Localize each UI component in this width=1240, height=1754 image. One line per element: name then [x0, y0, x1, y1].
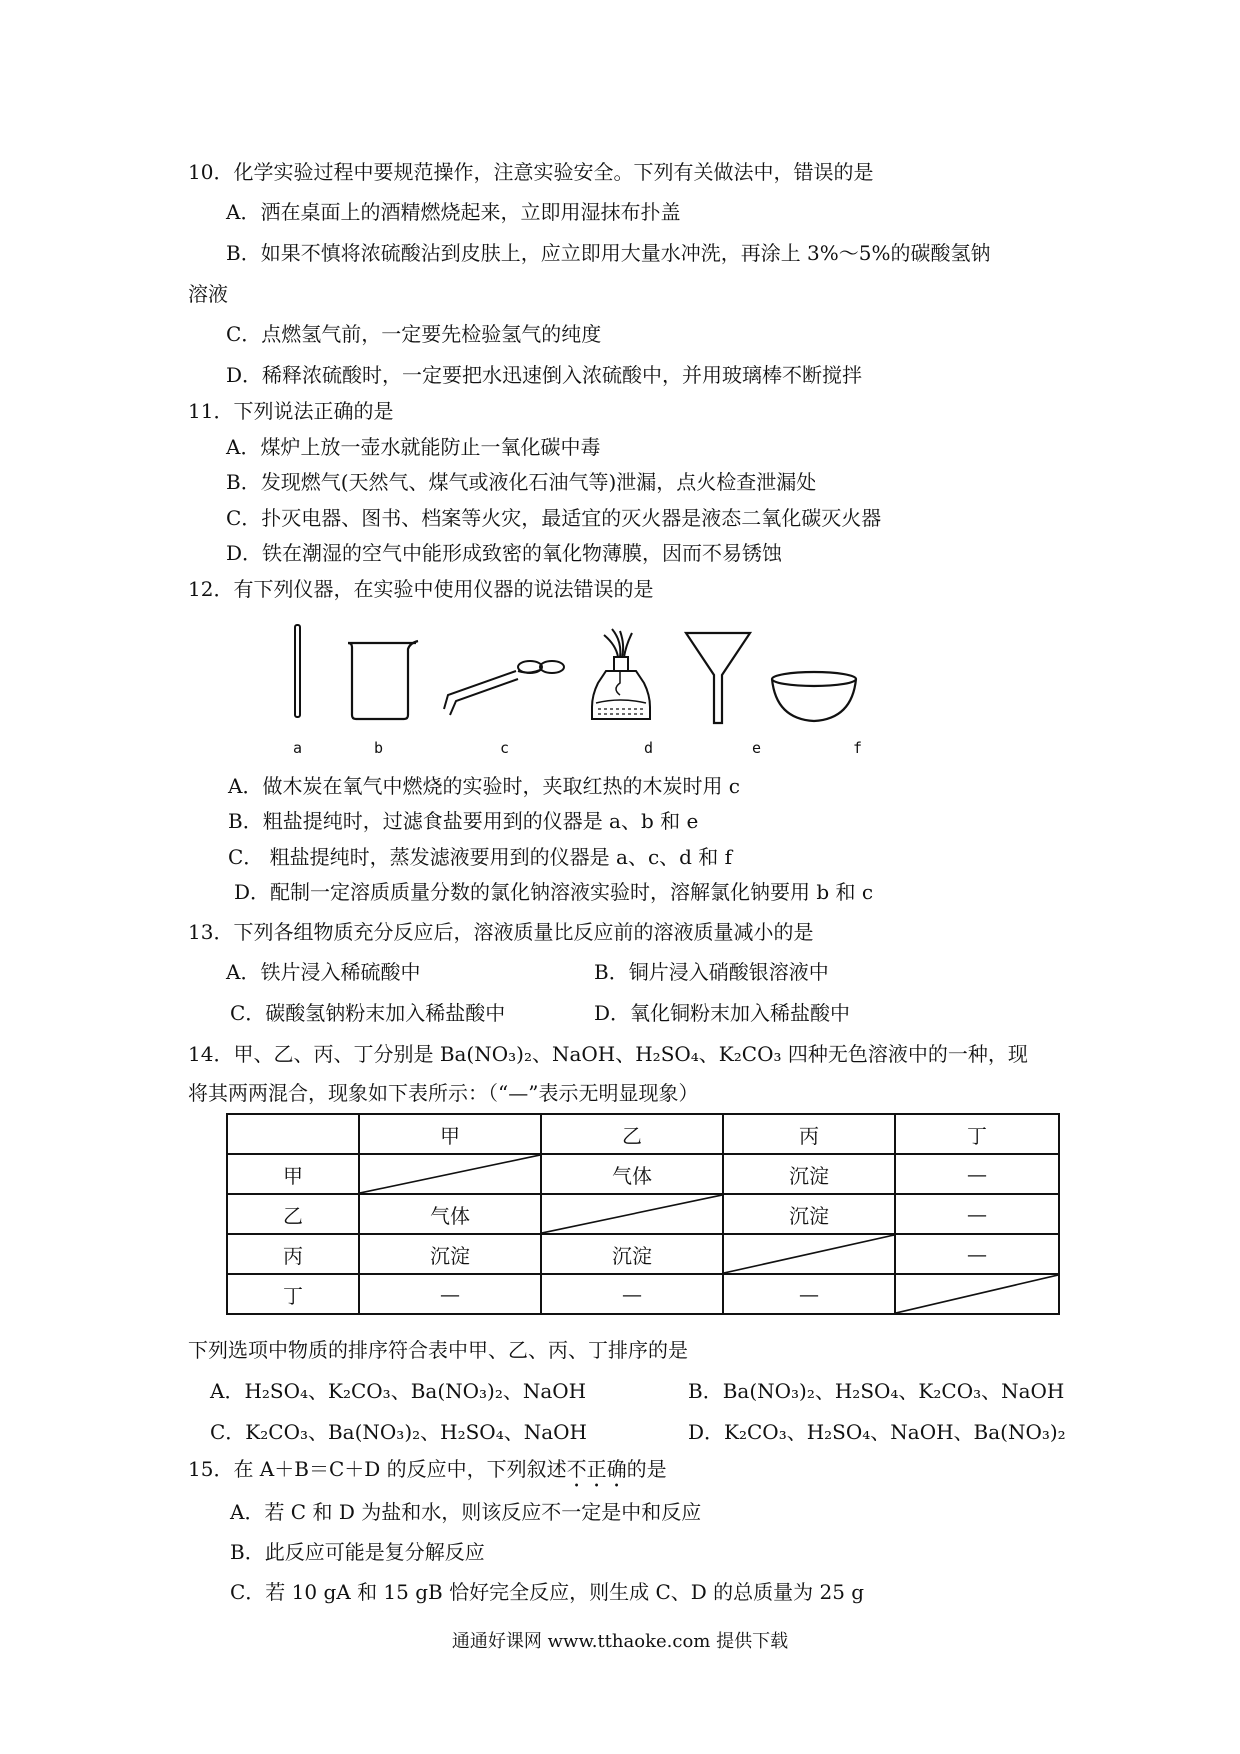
q11-option-c: C．扑灭电器、图书、档案等火灾，最适宜的灭火器是液态二氧化碳灭火器 [226, 506, 882, 530]
q12-option-c: C． 粗盐提纯时，蒸发滤液要用到的仪器是 a、c、d 和 f [228, 845, 733, 869]
q15-stem-post: 的是 [626, 1457, 667, 1481]
table-header-row [227, 1114, 1059, 1154]
q14-question: 下列选项中物质的排序符合表中甲、乙、丙、丁排序的是 [188, 1338, 688, 1362]
table-header-yi: 乙 [541, 1114, 723, 1154]
lab-instruments-figure [280, 623, 920, 743]
diagonal-cell [359, 1154, 541, 1194]
q10-option-d: D．稀释浓硫酸时，一定要把水迅速倒入浓硫酸中，并用玻璃棒不断搅拌 [226, 363, 863, 387]
q14-stem-pre: 14．甲、乙、丙、丁分别是 [188, 1042, 440, 1066]
q14-option-c: C．K₂CO₃、Ba(NO₃)₂、H₂SO₄、NaOH [210, 1420, 587, 1444]
table-header-jia: 甲 [359, 1114, 541, 1154]
table-cell: 沉淀 [723, 1154, 895, 1194]
row-header-yi: 乙 [227, 1194, 359, 1234]
table-cell: 沉淀 [723, 1194, 895, 1234]
q14-stem-post: 四种无色溶液中的一种，现 [781, 1042, 1028, 1066]
instrument-label-b: b [374, 739, 384, 757]
q14-stem-line2: 将其两两混合，现象如下表所示：（“—”表示无明显现象） [188, 1081, 699, 1105]
table-row [227, 1194, 1059, 1234]
q14-stem [188, 1040, 1028, 1068]
instrument-label-e: e [752, 739, 762, 757]
table-row [227, 1234, 1059, 1274]
q15-stem-pre: 15．在 A＋B＝C＋D 的反应中，下列叙述 [188, 1457, 567, 1481]
diagonal-cell [541, 1194, 723, 1234]
q11-option-d: D．铁在潮湿的空气中能形成致密的氧化物薄膜，因而不易锈蚀 [226, 541, 783, 565]
table-cell: — [895, 1154, 1059, 1194]
diagonal-cell [895, 1274, 1059, 1314]
q15-option-a: A．若 C 和 D 为盐和水，则该反应不一定是中和反应 [230, 1500, 702, 1524]
table-cell: 沉淀 [359, 1234, 541, 1274]
table-cell: 沉淀 [541, 1234, 723, 1274]
q15-stem-emphasis: 不正确 [566, 1457, 627, 1481]
q12-stem: 12．有下列仪器，在实验中使用仪器的说法错误的是 [188, 577, 654, 601]
q11-option-a: A．煤炉上放一壶水就能防止一氧化碳中毒 [226, 435, 601, 459]
alcohol-lamp-icon [592, 629, 650, 719]
q14-option-d: D．K₂CO₃、H₂SO₄、NaOH、Ba(NO₃)₂ [688, 1420, 1066, 1444]
q14-option-b: B．Ba(NO₃)₂、H₂SO₄、K₂CO₃、NaOH [688, 1379, 1065, 1403]
q15-option-c: C．若 10 gA 和 15 gB 恰好完全反应，则生成 C、D 的总质量为 25 g [230, 1580, 865, 1604]
crucible-tongs-icon [444, 661, 564, 715]
funnel-icon [686, 633, 750, 723]
table-cell: — [895, 1194, 1059, 1234]
glass-rod-icon [295, 625, 300, 717]
diagonal-cell [723, 1234, 895, 1274]
q12-option-d: D．配制一定溶质质量分数的氯化钠溶液实验时，溶解氯化钠要用 b 和 c [234, 880, 874, 904]
table-corner-cell [227, 1114, 359, 1154]
q10-option-c: C．点燃氢气前，一定要先检验氢气的纯度 [226, 322, 602, 346]
instrument-label-c: c [500, 739, 510, 757]
q10-option-b-line1: B．如果不慎将浓硫酸沾到皮肤上，应立即用大量水冲洗，再涂上 3%～5%的碳酸氢钠 [226, 241, 991, 265]
q13-option-b: B．铜片浸入硝酸银溶液中 [594, 960, 829, 984]
q13-option-c: C．碳酸氢钠粉末加入稀盐酸中 [230, 1001, 506, 1025]
q11-stem: 11．下列说法正确的是 [188, 399, 394, 423]
q13-option-a: A．铁片浸入稀硫酸中 [226, 960, 421, 984]
q10-option-b-line2: 溶液 [188, 282, 228, 306]
q14-stem-formulas: Ba(NO₃)₂、NaOH、H₂SO₄、K₂CO₃ [439, 1042, 782, 1066]
q13-stem: 13．下列各组物质充分反应后，溶液质量比反应前的溶液质量减小的是 [188, 920, 814, 944]
table-row [227, 1154, 1059, 1194]
table-header-ding: 丁 [895, 1114, 1059, 1154]
instrument-label-f: f [853, 739, 863, 757]
q12-option-a: A．做木炭在氧气中燃烧的实验时，夹取红热的木炭时用 c [228, 774, 741, 798]
q12-option-b: B．粗盐提纯时，过滤食盐要用到的仪器是 a、b 和 e [228, 809, 699, 833]
q11-option-b: B．发现燃气(天然气、煤气或液化石油气等)泄漏，点火检查泄漏处 [226, 470, 817, 494]
table-cell: 气体 [541, 1154, 723, 1194]
q13-option-d: D．氧化铜粉末加入稀盐酸中 [594, 1001, 851, 1025]
q14-option-a: A．H₂SO₄、K₂CO₃、Ba(NO₃)₂、NaOH [210, 1379, 587, 1403]
row-header-bing: 丙 [227, 1234, 359, 1274]
evaporating-dish-icon [772, 672, 856, 721]
page-footer: 通通好课网 www.tthaoke.com 提供下载 [451, 1631, 789, 1652]
table-row [227, 1274, 1059, 1314]
q10-stem: 10．化学实验过程中要规范操作，注意实验安全。下列有关做法中，错误的是 [188, 160, 874, 184]
table-header-bing: 丙 [723, 1114, 895, 1154]
row-header-ding: 丁 [227, 1274, 359, 1314]
table-cell: — [723, 1274, 895, 1314]
beaker-icon [348, 641, 418, 719]
instrument-label-a: a [293, 739, 303, 757]
q10-option-a: A．洒在桌面上的酒精燃烧起来，立即用湿抹布扑盖 [226, 200, 681, 224]
row-header-jia: 甲 [227, 1154, 359, 1194]
observation-table [226, 1113, 1060, 1315]
table-cell: — [541, 1274, 723, 1314]
table-cell: — [359, 1274, 541, 1314]
table-cell: 气体 [359, 1194, 541, 1234]
instrument-label-d: d [644, 739, 654, 757]
q15-stem [188, 1455, 667, 1492]
q15-option-b: B．此反应可能是复分解反应 [230, 1540, 485, 1564]
table-cell: — [895, 1234, 1059, 1274]
